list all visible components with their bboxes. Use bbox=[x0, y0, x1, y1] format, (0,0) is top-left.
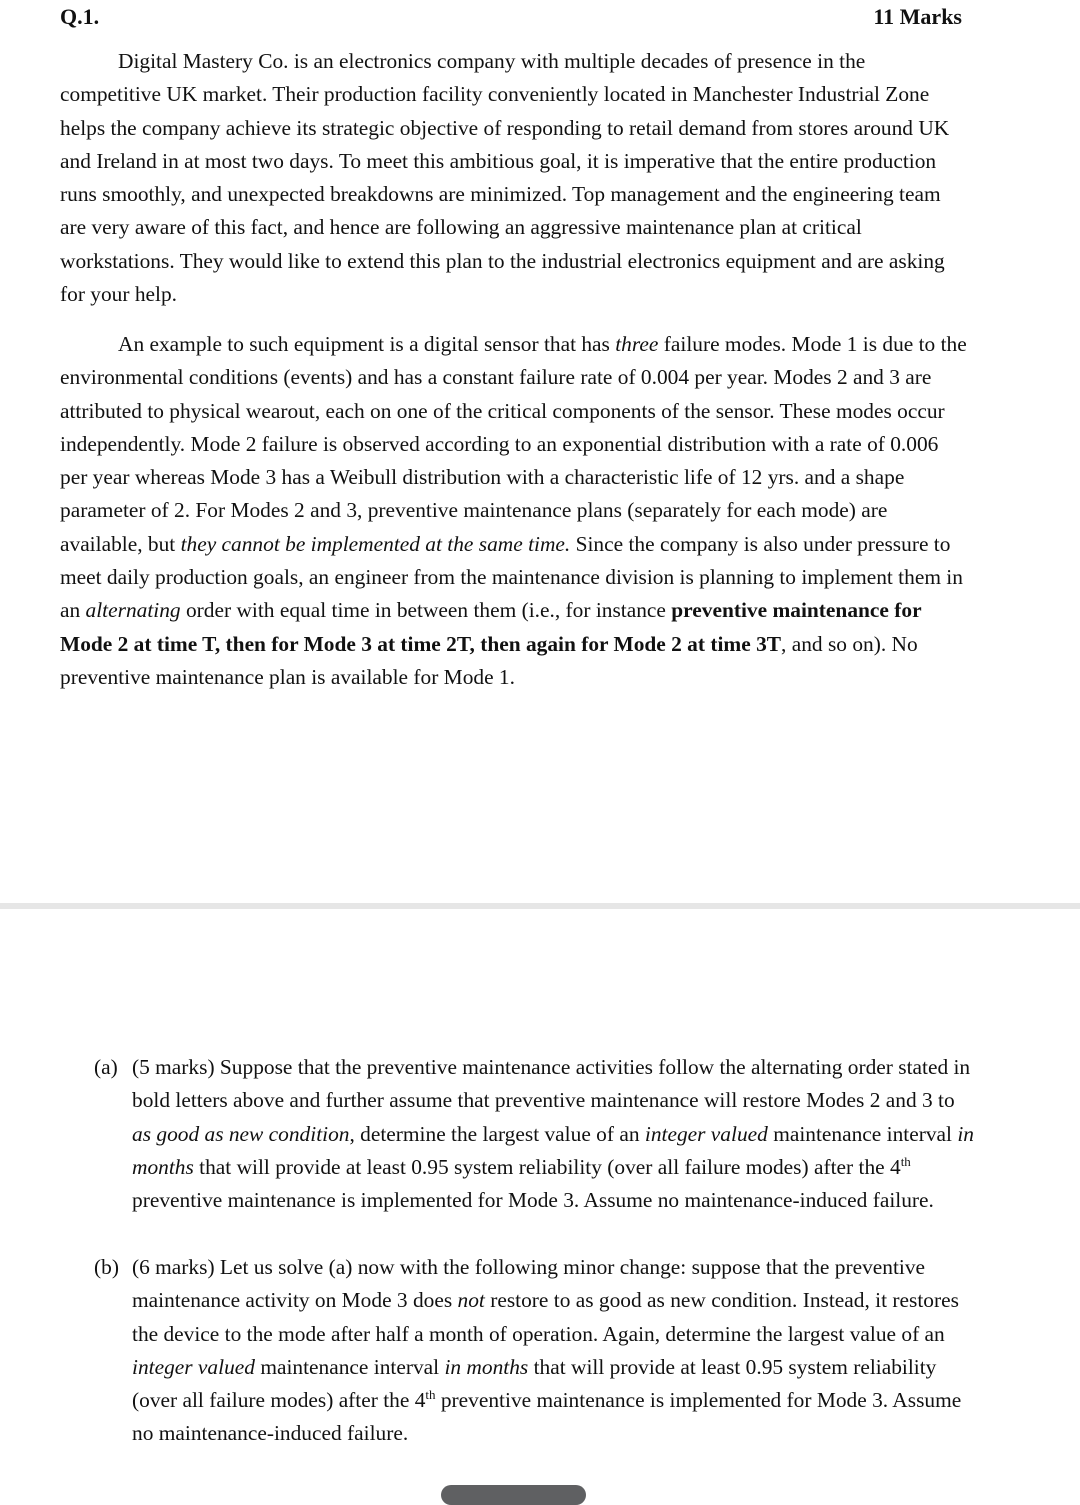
part-a-label: (a) bbox=[94, 1055, 118, 1079]
part-b-text-3: maintenance interval bbox=[254, 1354, 445, 1379]
p2-italic-alternating: alternating bbox=[85, 598, 181, 623]
part-b-italic-3: in months bbox=[444, 1354, 529, 1379]
p2-text-4: order with equal time in between them (i.e., for instance bbox=[180, 598, 672, 623]
p2-italic-three: three bbox=[615, 332, 659, 356]
part-a-superscript: th bbox=[900, 1153, 911, 1169]
p2-italic-constraint: they cannot be implemented at the same time. bbox=[180, 531, 571, 556]
question-number: Q.1. bbox=[60, 4, 100, 29]
home-indicator-bar[interactable] bbox=[441, 1485, 586, 1505]
p2-bold-schedule: preventive maintenance for Mode 2 at time T, then for Mode 3 at time 2T, then again for Mode 2 at time 3T bbox=[60, 598, 922, 656]
part-b-italic-2: integer valued bbox=[132, 1354, 255, 1379]
part-a-text-1: (5 marks) Suppose that the preventive maintenance activities follow the alternating order stated in bold letters above and further assume that preventive maintenance will restore Modes 2 and 3 to bbox=[132, 1055, 971, 1113]
intro-paragraph-1: Digital Mastery Co. is an electronics company with multiple decades of presence in the competitive UK market. Their production facility conveniently located in Manchester Industrial Zone helps the company achieve its strategic objective of responding to retail demand from stores around UK and Ireland in at most two days. To meet this ambitious goal, it is imperative that the entire production runs smoothly, and unexpected breakdowns are minimized. Top management and the engineering team are very aware of this fact, and hence are following an aggressive maintenance plan at critical workstations. They would like to extend this plan to the industrial electronics equipment and are asking for your help. bbox=[60, 49, 950, 307]
p2-text-1: An example to such equipment is a digital sensor that has bbox=[118, 332, 616, 356]
part-a-text-3: maintenance interval bbox=[767, 1121, 958, 1146]
p2-text-3: Since the company is also under pressure to meet daily production goals, an engineer from the maintenance division is planning to implement them in an bbox=[60, 531, 963, 623]
part-a-italic-3: in months bbox=[132, 1121, 974, 1179]
part-b bbox=[94, 1251, 974, 1451]
question-header bbox=[60, 4, 962, 34]
part-b-text-4: that will provide at least 0.95 system reliability (over all failure modes) after the 4 bbox=[132, 1354, 937, 1413]
part-a-italic-2: integer valued bbox=[644, 1121, 768, 1146]
part-a-italic-1: as good as new condition bbox=[132, 1121, 350, 1146]
part-b-text-2: restore to as good as new condition. Instead, it restores the device to the mode after half a month of operation. Again, determine the largest value of an bbox=[132, 1288, 959, 1346]
part-b-label: (b) bbox=[94, 1255, 119, 1279]
question-marks: 11 Marks bbox=[873, 4, 962, 29]
part-a-text-2: , determine the largest value of an bbox=[349, 1121, 645, 1146]
p2-text-5: , and so on). No preventive maintenance plan is available for Mode 1. bbox=[60, 631, 918, 689]
part-b-superscript: th bbox=[425, 1387, 436, 1403]
part-a-text-4: that will provide at least 0.95 system reliability (over all failure modes) after the 4 bbox=[193, 1154, 901, 1179]
part-a-text-5: preventive maintenance is implemented for Mode 3. Assume no maintenance-induced failure. bbox=[132, 1188, 934, 1213]
part-b-text-5: preventive maintenance is implemented for Mode 3. Assume no maintenance-induced failure. bbox=[132, 1388, 962, 1446]
intro-paragraph-2 bbox=[60, 328, 970, 694]
p2-text-2: failure modes. Mode 1 is due to the environmental conditions (events) and has a constant failure rate of 0.004 per year. Modes 2 and 3 are attributed to physical wearout, each on one of the critical components of the sensor. These modes occur independently. Mode 2 failure is observed according to an exponential distribution with a rate of 0.006 per year whereas Mode 3 has a Weibull distribution with a characteristic life of 12 yrs. and a shape parameter of 2. For Modes 2 and 3, preventive maintenance plans (separately for each mode) are available, but bbox=[60, 332, 967, 556]
part-a bbox=[94, 1051, 974, 1217]
page-divider bbox=[0, 903, 1080, 909]
part-b-text-1: (6 marks) Let us solve (a) now with the following minor change: suppose that the preventive maintenance activity on Mode 3 does bbox=[132, 1255, 926, 1313]
part-b-italic-1: not bbox=[457, 1288, 485, 1313]
